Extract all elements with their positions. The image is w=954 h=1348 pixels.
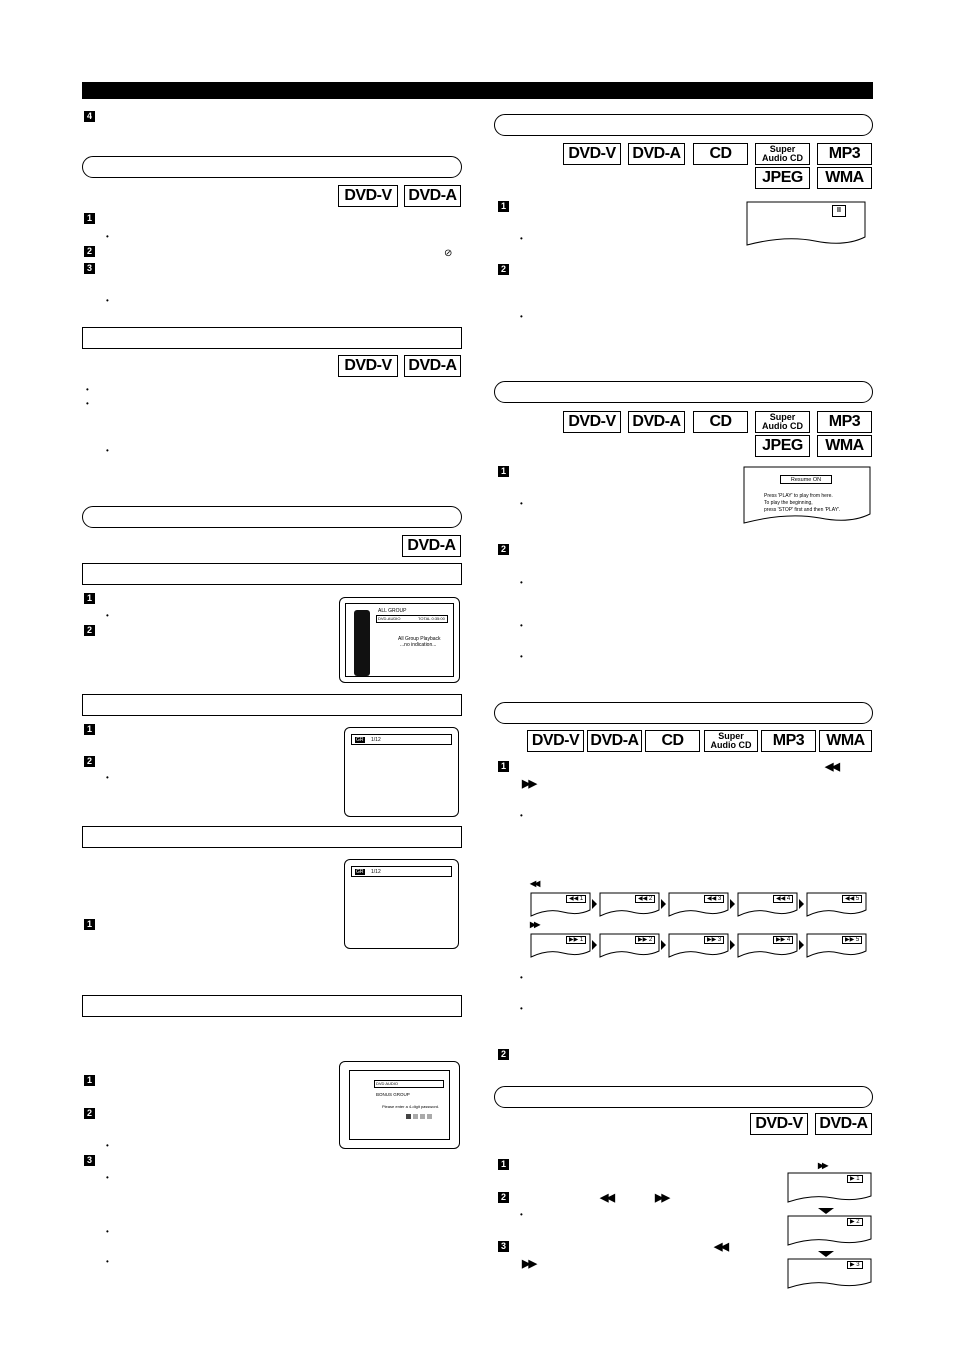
section-title-box	[82, 156, 462, 178]
rewind-icon: ◀◀	[825, 761, 838, 773]
subsection-title-box	[82, 995, 462, 1017]
screen-bar: DVD AUDIO	[376, 1081, 399, 1086]
bullet: •	[520, 652, 523, 661]
step-number: 2	[84, 756, 95, 767]
badge-dvd-a: DVD-A	[404, 355, 461, 377]
step-number: 2	[498, 544, 509, 555]
rewind-icon: ◀◀	[600, 1192, 613, 1204]
step-number: 2	[84, 246, 95, 257]
all-group-screen	[339, 597, 460, 683]
pause-icon: II	[832, 205, 846, 217]
arrow-right-icon	[799, 899, 804, 909]
badge-dvd-v: DVD-V	[563, 143, 621, 165]
badge-mp3: MP3	[761, 730, 816, 752]
badge-dvd-a: DVD-A	[815, 1113, 872, 1135]
rewind-icon: ◀◀	[714, 1241, 727, 1253]
badge-dvd-a: DVD-A	[587, 730, 642, 752]
password-cursor	[406, 1114, 411, 1119]
speed-indicator: ◀◀ 2	[635, 895, 655, 903]
screen-title: ALL GROUP	[378, 608, 407, 614]
badge-mp3: MP3	[817, 411, 872, 433]
bullet: •	[520, 578, 523, 587]
speed-indicator: ▶▶ 5	[842, 936, 862, 944]
arrow-right-icon	[730, 940, 735, 950]
group-number: 1/12	[371, 737, 381, 743]
bullet: •	[106, 1257, 109, 1266]
step-number: 3	[498, 1241, 509, 1252]
arrow-down-icon	[818, 1251, 834, 1257]
remote-control-icon	[354, 610, 370, 676]
bonus-group-screen	[339, 1061, 460, 1149]
section-title-box	[82, 506, 462, 528]
group-screen	[344, 727, 459, 817]
resume-text: Press 'PLAY' to play from here.	[764, 493, 833, 499]
bullet: •	[520, 621, 523, 630]
badge-dvd-a: DVD-A	[628, 143, 685, 165]
bullet: •	[520, 973, 523, 982]
fast-forward-icon: ▶▶	[818, 1161, 827, 1170]
bullet: •	[106, 296, 109, 305]
screen-text: Please enter a 4-digit password.	[382, 1104, 440, 1109]
badge-jpeg: JPEG	[755, 167, 810, 189]
fast-forward-icon: ▶▶	[530, 920, 539, 929]
speed-indicator: ▶▶ 1	[566, 936, 586, 944]
section-title-box	[494, 1086, 873, 1108]
bullet: •	[106, 446, 109, 455]
bullet: •	[520, 234, 523, 243]
badge-dvd-v: DVD-V	[563, 411, 621, 433]
arrow-right-icon	[730, 899, 735, 909]
arrow-down-icon	[818, 1208, 834, 1214]
badge-super-audio-cd: Super Audio CD	[755, 411, 810, 433]
speed-indicator: ▶ 1	[847, 1175, 863, 1183]
bullet: •	[106, 1141, 109, 1150]
step-number: 1	[84, 593, 95, 604]
fast-forward-icon: ▶▶	[522, 1258, 535, 1270]
section-title-box	[82, 327, 462, 349]
section-title-box	[494, 381, 873, 403]
step-number: 2	[498, 264, 509, 275]
step-number: 1	[84, 1075, 95, 1086]
resume-badge: Resume ON	[780, 475, 832, 484]
bullet: •	[520, 499, 523, 508]
badge-dvd-v: DVD-V	[338, 185, 398, 207]
step-number: 3	[84, 1155, 95, 1166]
section-title-box	[494, 114, 873, 136]
screen-title: BONUS GROUP	[376, 1092, 410, 1097]
arrow-right-icon	[661, 899, 666, 909]
step-number: 1	[498, 1159, 509, 1170]
badge-cd: CD	[645, 730, 700, 752]
badge-wma: WMA	[819, 730, 872, 752]
speed-indicator: ◀◀ 5	[842, 895, 862, 903]
badge-super-audio-cd: Super Audio CD	[704, 730, 758, 752]
badge-cd: CD	[693, 143, 748, 165]
bullet: •	[520, 1004, 523, 1013]
arrow-right-icon	[661, 940, 666, 950]
bullet: •	[520, 1210, 523, 1219]
badge-wma: WMA	[817, 167, 872, 189]
bullet: •	[520, 312, 523, 321]
prohibited-icon: ⊘	[444, 248, 453, 259]
subsection-title-box	[82, 694, 462, 716]
badge-super-audio-cd: Super Audio CD	[755, 143, 810, 165]
screen-bar-right: TOTAL 0:35:00	[418, 616, 445, 621]
bullet: •	[86, 399, 89, 408]
badge-dvd-v: DVD-V	[750, 1113, 808, 1135]
subsection-title-box	[82, 826, 462, 848]
header-bar	[82, 82, 873, 99]
step-number: 2	[498, 1192, 509, 1203]
screen-text: All Group Playback	[398, 636, 441, 642]
screen-text: ...no indication...	[400, 642, 437, 648]
fast-forward-icon: ▶▶	[655, 1192, 668, 1204]
speed-indicator: ▶▶ 2	[635, 936, 655, 944]
arrow-right-icon	[799, 940, 804, 950]
speed-indicator: ▶▶ 3	[704, 936, 724, 944]
step-number: 1	[84, 724, 95, 735]
group-icon: GR	[356, 869, 364, 875]
badge-dvd-a: DVD-A	[402, 535, 461, 557]
screen-bar-left: DVD-AUDIO	[378, 616, 401, 621]
step-number: 1	[498, 201, 509, 212]
step-number: 4	[84, 111, 95, 122]
subsection-title-box	[82, 563, 462, 585]
badge-jpeg: JPEG	[755, 435, 810, 457]
bullet: •	[106, 611, 109, 620]
group-number: 1/12	[371, 869, 381, 875]
badge-dvd-v: DVD-V	[527, 730, 584, 752]
rewind-icon: ◀◀	[530, 879, 539, 888]
resume-text: To play the beginning,	[764, 500, 813, 506]
badge-mp3: MP3	[817, 143, 872, 165]
step-number: 1	[498, 761, 509, 772]
bullet: •	[106, 1173, 109, 1182]
resume-text: press 'STOP' first and then 'PLAY'.	[764, 507, 841, 513]
step-number: 1	[84, 919, 95, 930]
speed-indicator: ◀◀ 3	[704, 895, 724, 903]
fast-forward-icon: ▶▶	[522, 778, 535, 790]
badge-dvd-a: DVD-A	[628, 411, 685, 433]
speed-indicator: ▶ 3	[847, 1261, 863, 1269]
badge-cd: CD	[693, 411, 748, 433]
step-number: 1	[84, 213, 95, 224]
badge-wma: WMA	[817, 435, 872, 457]
step-number: 2	[84, 1108, 95, 1119]
step-number: 1	[498, 466, 509, 477]
bullet: •	[106, 232, 109, 241]
pause-screen	[745, 201, 873, 249]
badge-dvd-a: DVD-A	[404, 185, 461, 207]
speed-indicator: ◀◀ 1	[566, 895, 586, 903]
section-title-box	[494, 702, 873, 724]
speed-indicator: ▶ 2	[847, 1218, 863, 1226]
bullet: •	[520, 811, 523, 820]
bullet: •	[106, 773, 109, 782]
bullet: •	[106, 1227, 109, 1236]
speed-indicator: ▶▶ 4	[773, 936, 793, 944]
bullet: •	[86, 385, 89, 394]
arrow-right-icon	[592, 899, 597, 909]
arrow-right-icon	[592, 940, 597, 950]
step-number: 2	[498, 1049, 509, 1060]
speed-indicator: ◀◀ 4	[773, 895, 793, 903]
step-number: 3	[84, 263, 95, 274]
step-number: 2	[84, 625, 95, 636]
group-screen	[344, 859, 459, 949]
badge-dvd-v: DVD-V	[338, 355, 398, 377]
group-icon: GR	[356, 737, 364, 743]
